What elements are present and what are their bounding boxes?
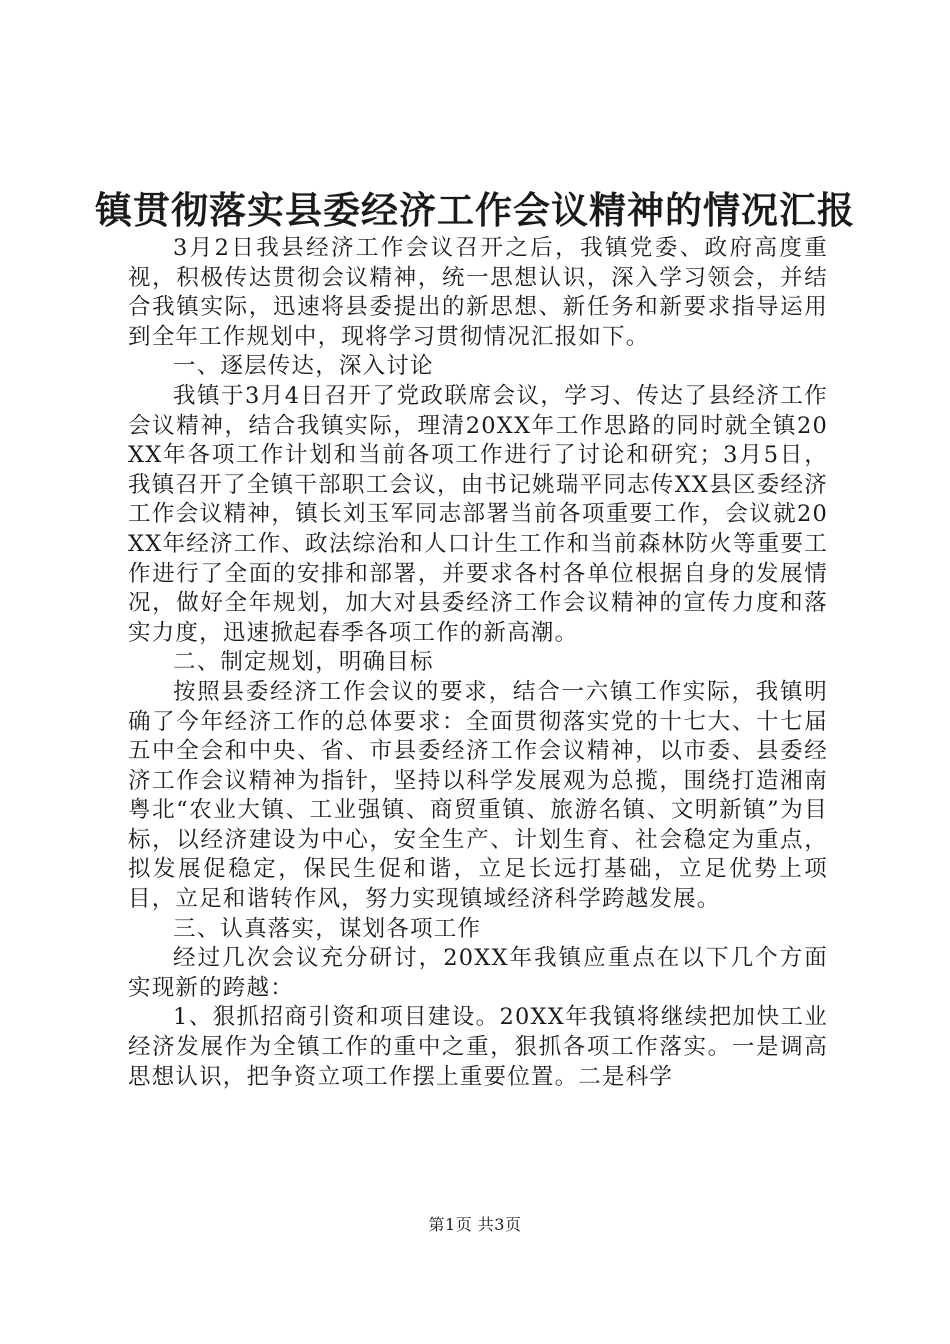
section-heading-1: 一、逐层传达，深入讨论 (173, 353, 434, 380)
section-3-paragraph: 经过几次会议充分研讨，20XX年我镇应重点在以下几个方面实现新的跨越： (128, 945, 828, 1001)
section-heading-3: 三、认真落实，谋划各项工作 (173, 915, 482, 942)
document-title: 镇贯彻落实县委经济工作会议精神的情况汇报 (95, 188, 855, 232)
section-1-paragraph: 我镇于3月4日召开了党政联席会议，学习、传达了县经济工作会议精神，结合我镇实际，理清20XX年工作思路的同时就全镇20XX年各项工作计划和当前各项工作进行了讨论和研究；3月5日，我镇召开了全镇干部职工会议，由书记姚瑞平同志传XX县区委经济工作会议精神，镇长刘玉军同志部署当前各项重要工作，会议就20XX年经济工作、政法综治和人口计生工作和当前森林防火等重要工作进行了全面的安排和部署，并要求各村各单位根据自身的发展情况，做好全年规划，加大对县委经济工作会议精神的宣传力度和落实力度，迅速掀起春季各项工作的新高潮。 (128, 382, 828, 646)
document-body (128, 234, 828, 1092)
page-footer: 第1页 共3页 (428, 1215, 522, 1234)
section-2-paragraph: 按照县委经济工作会议的要求，结合一六镇工作实际，我镇明确了今年经济工作的总体要求：全面贯彻落实党的十七大、十七届五中全会和中央、省、市县委经济工作会议精神，以市委、县委经济工作会议精神为指针，坚持以科学发展观为总揽，围绕打造湘南粤北“农业大镇、工业强镇、商贸重镇、旅游名镇、文明新镇”为目标，以经济建设为中心，安全生产、计划生育、社会稳定为重点，拟发展促稳定，保民生促和谐，立足长远打基础，立足优势上项目，立足和谐转作风，努力实现镇域经济科学跨越发展。 (128, 678, 828, 913)
item-1-paragraph: 1、狠抓招商引资和项目建设。20XX年我镇将继续把加快工业经济发展作为全镇工作的重中之重，狠抓各项工作落实。一是调高思想认识，把争资立项工作摆上重要位置。二是科学 (128, 1004, 828, 1090)
intro-paragraph: 3月2日我县经济工作会议召开之后，我镇党委、政府高度重视，积极传达贯彻会议精神，统一思想认识，深入学习领会，并结合我镇实际，迅速将县委提出的新思想、新任务和新要求指导运用到全年工作规划中，现将学习贯彻情况汇报如下。 (128, 235, 828, 350)
section-heading-2: 二、制定规划，明确目标 (173, 649, 434, 676)
